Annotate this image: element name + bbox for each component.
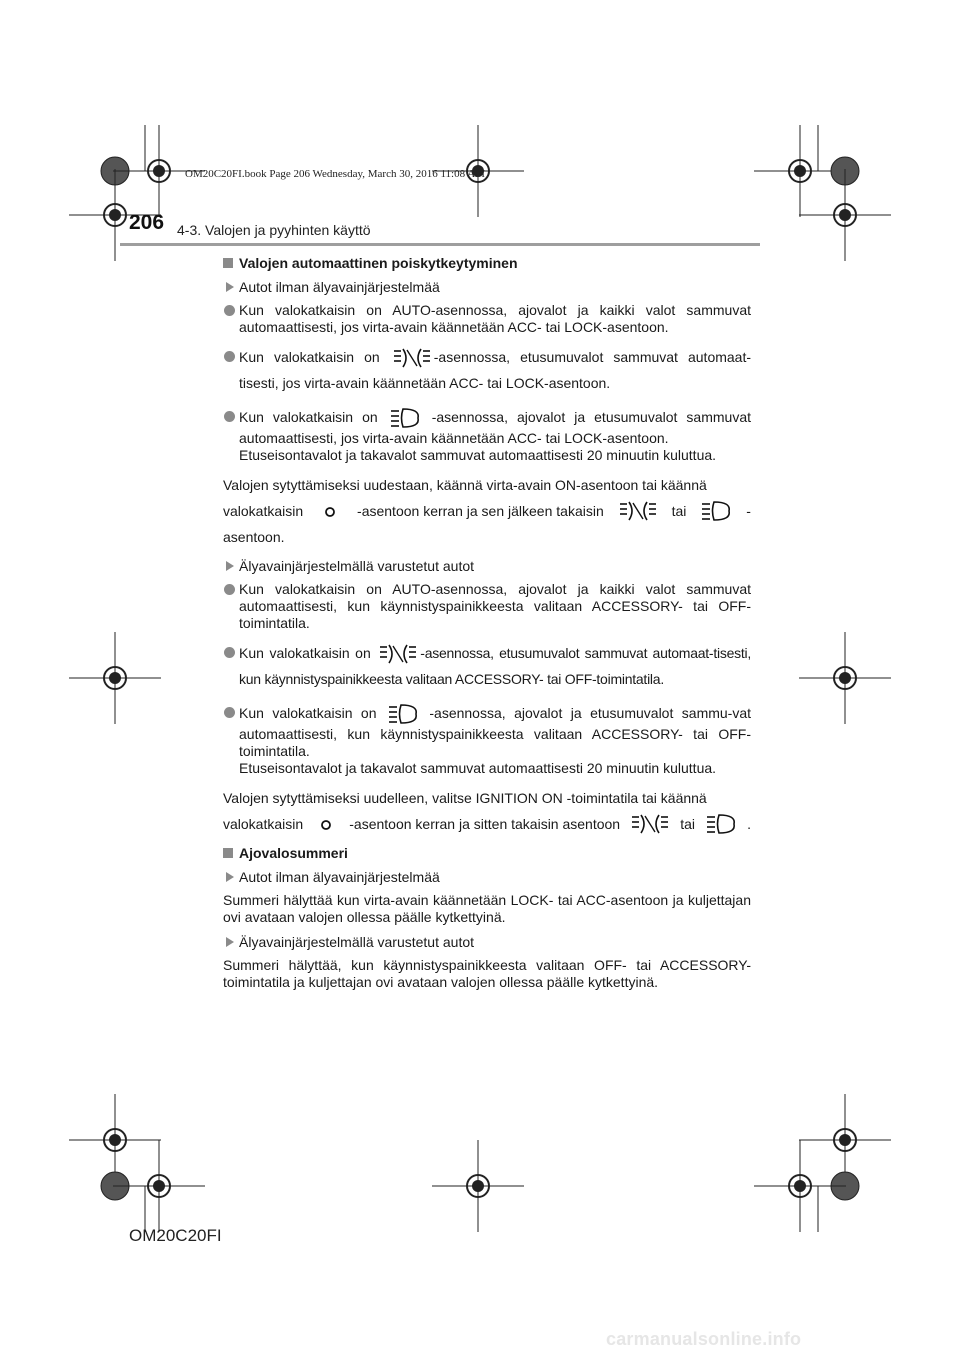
- paragraph: Summeri hälyttää kun virta-avain käännetään LOCK- tai ACC-asentoon ja kuljettajan ovi avataan valojen ollessa päälle kytkettyinä.: [223, 892, 751, 925]
- headlight-icon: [706, 813, 736, 835]
- bullet-item: [223, 581, 751, 632]
- bullet-text: -asennossa, etusumuvalot sammuvat automaat-tisesti, jos virta-avain käännetään ACC- tai LOCK-asentoon.: [239, 349, 752, 391]
- subsection-text: Autot ilman älyavainjärjestelmää: [239, 279, 440, 295]
- bullet-item: [223, 344, 751, 396]
- paragraph-text: .: [747, 816, 751, 832]
- subsection-text: Autot ilman älyavainjärjestelmää: [239, 869, 440, 885]
- triangle-bullet-icon: [226, 872, 234, 882]
- bullet-text: -asennossa, etusumuvalot sammuvat automaat-tisesti, kun käynnistyspainikkeesta valitaan ACCESSORY- tai OFF-toimintatila.: [239, 645, 751, 687]
- section-heading: [223, 845, 751, 862]
- bullet-item: [223, 404, 751, 464]
- bullet-text: Kun valokatkaisin on: [239, 705, 377, 721]
- subsection-label: [223, 869, 751, 886]
- page-content: [223, 255, 751, 999]
- circle-bullet-icon: [224, 305, 235, 316]
- subsection-text: Älyavainjärjestelmällä varustetut autot: [239, 934, 475, 950]
- paragraph-text: -asentoon kerran ja sitten takaisin asentoon: [349, 816, 621, 832]
- parking-light-icon: [393, 347, 431, 369]
- bullet-item: [223, 700, 751, 777]
- subsection-text: Älyavainjärjestelmällä varustetut autot: [239, 558, 475, 574]
- heading-text: Valojen automaattinen poiskytkeytyminen: [239, 255, 518, 271]
- parking-light-icon: [619, 500, 657, 522]
- subsection-label: [223, 558, 751, 575]
- paragraph-text: -: [746, 503, 751, 519]
- page-number: 206: [129, 211, 165, 234]
- light-off-icon: [318, 500, 342, 522]
- section-title: 4-3. Valojen ja pyyhinten käyttö: [177, 222, 371, 238]
- bullet-text: Kun valokatkaisin on: [239, 409, 378, 425]
- triangle-bullet-icon: [226, 561, 234, 571]
- paragraph-text: tai: [680, 816, 695, 832]
- headlight-icon: [390, 407, 420, 429]
- paragraph-text: Valojen sytyttämiseksi uudestaan, käännä virta-avain ON-asentoon tai käännä: [223, 477, 707, 493]
- triangle-bullet-icon: [226, 937, 234, 947]
- watermark: carmanualsonline.info: [606, 1329, 802, 1349]
- paragraph-text: valokatkaisin: [223, 816, 304, 832]
- circle-bullet-icon: [224, 584, 235, 595]
- paragraph-text: asentoon.: [223, 529, 285, 545]
- headlight-icon: [388, 703, 418, 725]
- subsection-label: [223, 279, 751, 296]
- bullet-text: Kun valokatkaisin on AUTO-asennossa, ajovalot ja kaikki valot sammuvat automaattisesti, jos virta-avain käännetään ACC- tai LOCK-asentoon.: [239, 302, 751, 335]
- bullet-extra-text: Etuseisontavalot ja takavalot sammuvat automaattisesti 20 minuutin kuluttua.: [239, 760, 717, 776]
- bullet-text: -asennossa, ajovalot ja etusumuvalot sammuvat automaattisesti, jos virta-avain käännetään ACC- tai LOCK-asentoon.: [239, 409, 751, 446]
- bullet-text: Kun valokatkaisin on: [239, 645, 371, 661]
- circle-bullet-icon: [224, 707, 235, 718]
- paragraph-text: Valojen sytyttämiseksi uudelleen, valitse IGNITION ON -toimintatila tai käännä: [223, 790, 707, 806]
- light-off-icon: [314, 813, 338, 835]
- paragraph: [223, 785, 751, 837]
- circle-bullet-icon: [224, 647, 235, 658]
- bullet-item: [223, 640, 751, 692]
- paragraph-text: tai: [671, 503, 687, 519]
- subsection-label: [223, 934, 751, 951]
- circle-bullet-icon: [224, 411, 235, 422]
- parking-light-icon: [631, 813, 669, 835]
- footer-code: OM20C20FI: [129, 1226, 222, 1245]
- paragraph-text: -asentoon kerran ja sen jälkeen takaisin: [357, 503, 604, 519]
- circle-bullet-icon: [224, 351, 235, 362]
- paragraph-text: valokatkaisin: [223, 503, 304, 519]
- bullet-text: -asennossa, ajovalot ja etusumuvalot sammu-vat automaattisesti, kun käynnistyspainikkeesta valitaan ACCESSORY- tai OFF-toimintatila.: [239, 705, 752, 759]
- bullet-text: Kun valokatkaisin on: [239, 349, 380, 365]
- book-info-line: OM20C20FI.book Page 206 Wednesday, March 30, 2016 11:08 AM: [185, 168, 485, 180]
- section-heading: [223, 255, 751, 272]
- square-bullet-icon: [223, 848, 233, 858]
- triangle-bullet-icon: [226, 282, 234, 292]
- bullet-extra-text: Etuseisontavalot ja takavalot sammuvat automaattisesti 20 minuutin kuluttua.: [239, 447, 717, 463]
- bullet-text: Kun valokatkaisin on AUTO-asennossa, ajovalot ja kaikki valot sammuvat automaattisesti, kun käynnistyspainikkeesta valitaan ACCESSORY- tai OFF-toimintatila.: [239, 581, 751, 631]
- paragraph: [223, 472, 751, 550]
- headlight-icon: [701, 500, 731, 522]
- header-rule: [120, 243, 760, 246]
- square-bullet-icon: [223, 258, 233, 268]
- heading-text: Ajovalosummeri: [239, 845, 348, 861]
- parking-light-icon: [379, 643, 417, 665]
- paragraph: Summeri hälyttää, kun käynnistyspainikkeesta valitaan OFF- tai ACCESSORY-toimintatila ja kuljettajan ovi avataan valojen ollessa päälle kytkettyinä.: [223, 957, 751, 990]
- bullet-item: [223, 302, 751, 336]
